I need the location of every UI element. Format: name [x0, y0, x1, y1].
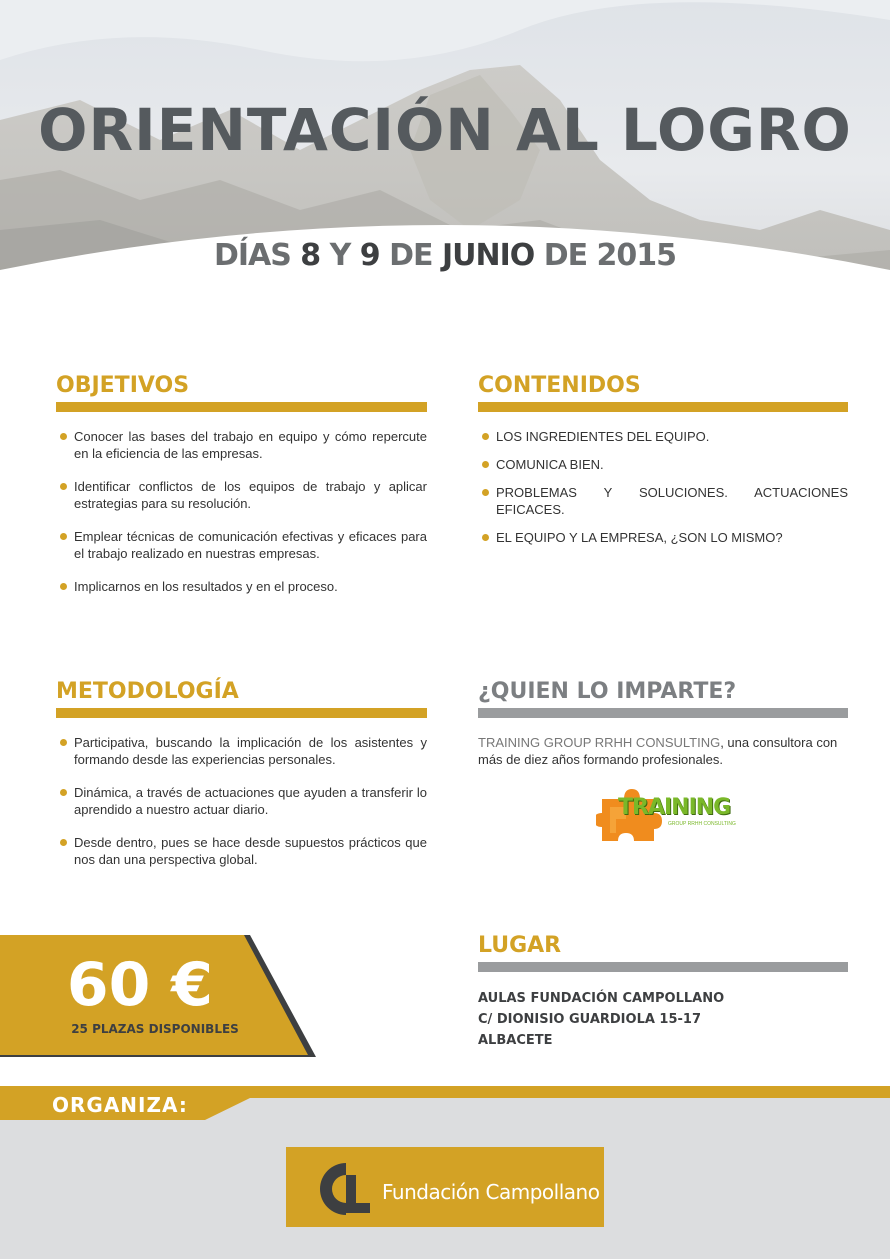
list-item: Desde dentro, pues se hace desde supuestos prácticos que nos dan una perspectiva global. — [56, 834, 427, 868]
date-day-1: 8 — [300, 238, 321, 273]
metodologia-list — [56, 734, 427, 868]
imparte-section — [478, 678, 848, 768]
contenidos-section — [478, 372, 848, 557]
date-day-2: 9 — [359, 238, 380, 273]
training-group-logo — [596, 783, 746, 845]
list-item: PROBLEMAS Y SOLUCIONES. ACTUACIONES EFICACES. — [478, 484, 848, 518]
lugar-section — [478, 932, 848, 1051]
campollano-logo-icon — [316, 1159, 376, 1219]
company-description: , una consultora con más de diez años formando profesionales. — [478, 735, 838, 767]
dates-and: Y — [320, 238, 360, 273]
metodologia-section — [56, 678, 427, 884]
company-name: TRAINING GROUP RRHH CONSULTING — [478, 735, 721, 750]
price-amount: 60 € — [66, 950, 214, 1020]
metodologia-divider — [56, 708, 427, 718]
organizer-name: Fundación Campollano — [382, 1180, 600, 1204]
list-item: LOS INGREDIENTES DEL EQUIPO. — [478, 428, 848, 445]
objetivos-title: OBJETIVOS — [56, 373, 190, 398]
imparte-title: ¿QUIEN LO IMPARTE? — [478, 679, 737, 704]
available-seats: 25 PLAZAS DISPONIBLES — [71, 1022, 239, 1036]
mountain-landscape-image — [0, 0, 890, 340]
training-logo-subtext: GROUP RRHH CONSULTING — [668, 821, 736, 827]
address-line: C/ DIONISIO GUARDIOLA 15-17 — [478, 1012, 702, 1027]
list-item: Implicarnos en los resultados y en el proceso. — [56, 578, 427, 595]
address-line: ALBACETE — [478, 1033, 553, 1048]
lugar-address — [478, 988, 848, 1051]
objetivos-list — [56, 428, 427, 595]
organiza-label: ORGANIZA: — [52, 1093, 188, 1117]
contenidos-list — [478, 428, 848, 546]
lugar-divider — [478, 962, 848, 972]
date-month: JUNIO — [441, 238, 535, 273]
objetivos-divider — [56, 402, 427, 412]
objetivos-section — [56, 372, 427, 611]
list-item: COMUNICA BIEN. — [478, 456, 848, 473]
list-item: Dinámica, a través de actuaciones que ayuden a transferir lo aprendido a nuestro actuar diario. — [56, 784, 427, 818]
dates-prefix: DÍAS — [213, 238, 301, 273]
list-item: Conocer las bases del trabajo en equipo y cómo repercute en la eficiencia de las empresas. — [56, 428, 427, 462]
hero-banner — [0, 0, 890, 340]
list-item: Identificar conflictos de los equipos de trabajo y aplicar estrategias para su resolución. — [56, 478, 427, 512]
contenidos-divider — [478, 402, 848, 412]
list-item: Participativa, buscando la implicación de los asistentes y formando desde las experiencias personales. — [56, 734, 427, 768]
imparte-divider — [478, 708, 848, 718]
metodologia-title: METODOLOGÍA — [56, 679, 239, 704]
imparte-description — [478, 734, 848, 768]
event-dates — [0, 238, 890, 273]
lugar-title: LUGAR — [478, 933, 562, 958]
dates-year: DE 2015 — [534, 238, 677, 273]
dates-de: DE — [379, 238, 442, 273]
contenidos-title: CONTENIDOS — [478, 373, 641, 398]
training-logo-text: TRAINING — [618, 795, 731, 820]
list-item: EL EQUIPO Y LA EMPRESA, ¿SON LO MISMO? — [478, 529, 848, 546]
page-title: ORIENTACIÓN AL LOGRO — [38, 96, 852, 164]
address-line: AULAS FUNDACIÓN CAMPOLLANO — [478, 991, 725, 1006]
list-item: Emplear técnicas de comunicación efectivas y eficaces para el trabajo realizado en nuestras empresas. — [56, 528, 427, 562]
